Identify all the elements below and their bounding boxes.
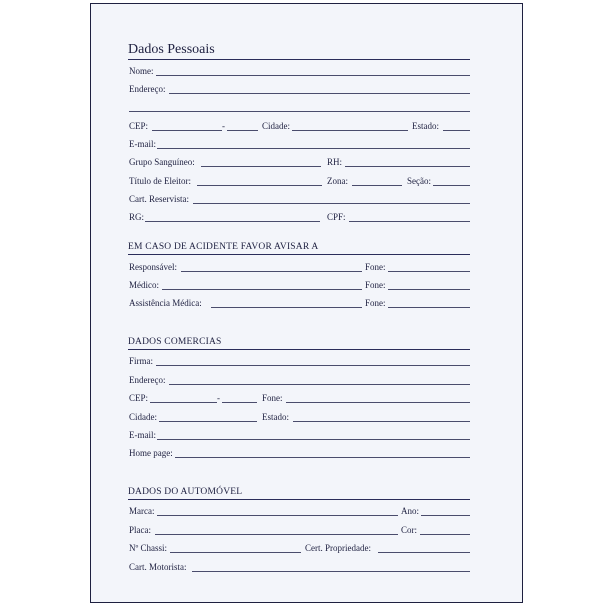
rg-field[interactable]: [145, 221, 320, 222]
comerciais-heading: DADOS COMERCIAS: [128, 337, 222, 347]
placa-field[interactable]: [155, 534, 398, 535]
automovel-rule: [128, 499, 470, 500]
grupo-sanguineo-field[interactable]: [201, 166, 321, 167]
page-title: Dados Pessoais: [128, 42, 215, 57]
comercial-cep-part2[interactable]: [222, 402, 257, 403]
titulo-eleitor-label: Título de Eleitor:: [129, 176, 191, 186]
email-label: E-mail:: [129, 139, 156, 149]
cep-field-part1[interactable]: [152, 130, 222, 131]
comercial-cidade-field[interactable]: [159, 421, 257, 422]
titulo-eleitor-field[interactable]: [197, 185, 322, 186]
assistencia-fone-label: Fone:: [365, 298, 386, 308]
cidade-label: Cidade:: [262, 121, 290, 131]
responsavel-label: Responsável:: [129, 262, 177, 272]
comercial-endereco-label: Endereço:: [129, 375, 166, 385]
cep-label: CEP:: [129, 121, 149, 131]
endereco-field-line2[interactable]: [129, 111, 470, 112]
estado-label: Estado:: [412, 121, 439, 131]
cep-dash: -: [222, 121, 225, 131]
marca-field[interactable]: [157, 515, 398, 516]
zona-field[interactable]: [352, 185, 402, 186]
chassi-label: Nº Chassi:: [129, 543, 168, 553]
comercial-estado-label: Estado:: [262, 412, 289, 422]
comercial-fone-field[interactable]: [286, 402, 470, 403]
medico-fone-label: Fone:: [365, 280, 386, 290]
rg-label: RG:: [129, 212, 145, 222]
propriedade-label: Cert. Propriedade:: [305, 543, 371, 553]
responsavel-fone-field[interactable]: [388, 271, 470, 272]
comercial-cep-dash: -: [217, 393, 220, 403]
cor-label: Cor:: [401, 525, 418, 535]
comercial-cep-label: CEP:: [129, 393, 149, 403]
placa-label: Placa:: [129, 525, 151, 535]
firma-label: Firma:: [129, 356, 153, 366]
chassi-field[interactable]: [170, 552, 301, 553]
email-field[interactable]: [157, 148, 470, 149]
secao-label: Seção:: [407, 176, 431, 186]
cpf-label: CPF:: [327, 212, 346, 222]
medico-field[interactable]: [162, 289, 362, 290]
secao-field[interactable]: [433, 185, 470, 186]
nome-field[interactable]: [156, 75, 470, 76]
cor-field[interactable]: [420, 534, 470, 535]
reservista-field[interactable]: [193, 203, 470, 204]
automovel-heading: DADOS DO AUTOMÓVEL: [128, 487, 243, 497]
medico-fone-field[interactable]: [388, 289, 470, 290]
comercial-email-label: E-mail:: [129, 430, 156, 440]
assistencia-field[interactable]: [211, 307, 362, 308]
grupo-sanguineo-label: Grupo Sanguíneo:: [129, 157, 195, 167]
comercial-email-field[interactable]: [157, 439, 470, 440]
motorista-field[interactable]: [192, 571, 470, 572]
comercial-endereco-field[interactable]: [169, 384, 470, 385]
title-rule: [128, 59, 470, 60]
firma-field[interactable]: [156, 365, 470, 366]
cep-field-part2[interactable]: [227, 130, 258, 131]
comercial-cep-part1[interactable]: [150, 402, 217, 403]
rh-label: RH:: [327, 157, 343, 167]
zona-label: Zona:: [327, 176, 348, 186]
cidade-field[interactable]: [292, 130, 408, 131]
assistencia-label: Assistência Médica:: [129, 298, 202, 308]
cpf-field[interactable]: [349, 221, 470, 222]
comerciais-rule: [128, 349, 470, 350]
estado-field[interactable]: [443, 130, 470, 131]
comercial-fone-label: Fone:: [262, 393, 283, 403]
assistencia-fone-field[interactable]: [388, 307, 470, 308]
responsavel-field[interactable]: [181, 271, 362, 272]
comercial-cidade-label: Cidade:: [129, 412, 157, 422]
responsavel-fone-label: Fone:: [365, 262, 386, 272]
comercial-estado-field[interactable]: [293, 421, 470, 422]
acidente-heading: EM CASO DE ACIDENTE FAVOR AVISAR A: [128, 242, 319, 252]
endereco-label: Endereço:: [129, 84, 166, 94]
homepage-label: Home page:: [129, 448, 173, 458]
reservista-label: Cart. Reservista:: [129, 194, 189, 204]
motorista-label: Cart. Motorista:: [129, 562, 187, 572]
medico-label: Médico:: [129, 280, 159, 290]
ano-field[interactable]: [421, 515, 470, 516]
rh-field[interactable]: [345, 166, 470, 167]
marca-label: Marca:: [129, 506, 155, 516]
homepage-field[interactable]: [175, 457, 470, 458]
nome-label: Nome:: [129, 66, 154, 76]
ano-label: Ano:: [401, 506, 419, 516]
propriedade-field[interactable]: [378, 552, 470, 553]
endereco-field[interactable]: [169, 93, 470, 94]
acidente-rule: [128, 254, 470, 255]
